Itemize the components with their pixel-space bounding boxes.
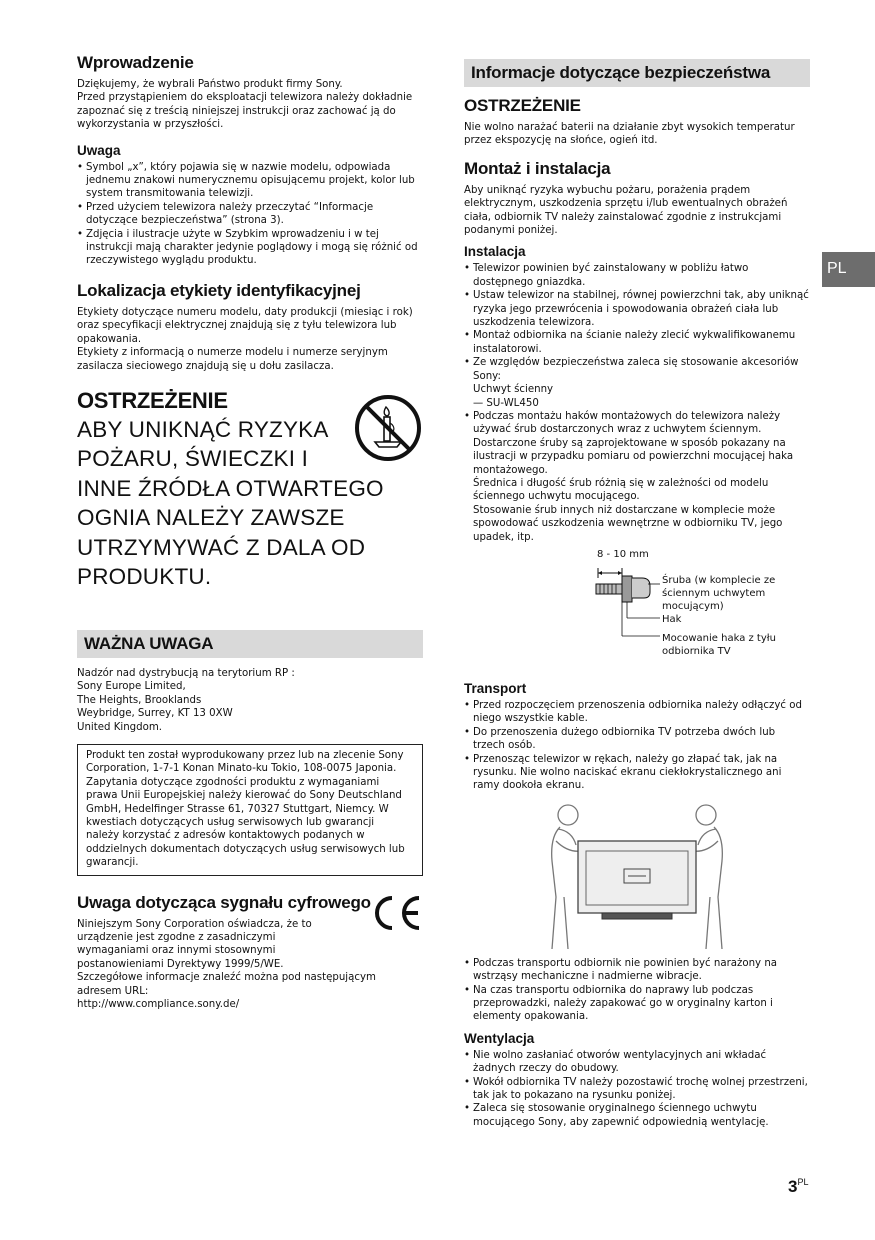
box-line: Zapytania dotyczące zgodności produktu z wymaganiami [86,776,380,788]
list-item: • Podczas transportu odbiornik nie powinien być narażony na wstrząsy mechaniczne i nadmierne wibracje. [464,957,810,984]
intro-line: Przed przystąpieniem do eksploatacji telewizora należy dokładnie [77,92,413,104]
mount-paragraph: Stosowanie śrub innych niż dostarczane w komplecie może spowodować uszkodzenia wewnętrzne w odbiorniku TV, jego upadek, itp. [473,504,783,543]
ce-mark-icon [371,894,423,932]
address-line: Sony Europe Limited, [77,681,186,693]
address-block [77,667,423,734]
box-line: prawa Unii Europejskiej należy kierować do Sony Deutschland [86,790,402,802]
address-line: Weybridge, Surrey, KT 13 0XW [77,708,233,720]
warning-line: INNE ŹRÓDŁA OTWARTEGO [77,475,384,501]
battery-warning-line: Nie wolno narażać baterii na działanie zbyt wysokich temperatur [464,122,795,133]
screw-label-line: mocującym) [662,600,724,612]
list-item: • Podczas montażu haków montażowych do telewizora należy używać śrub dostarczonych wraz z uchwytem ściennym. [464,410,810,437]
uwaga-section [77,142,423,268]
wentylacja-heading: Wentylacja [464,1030,535,1046]
mount-label [662,632,776,658]
mount-paragraph: Średnica i długość śrub różnią się w zależności od modelu ściennego uchwytu mocującego. [473,477,769,503]
list-item: • Symbol „x”, który pojawia się w nazwie modelu, odpowiada jednemu znakowi numerycznemu opisującemu projekt, kolor lub system transmitowania telewizji. [77,161,423,201]
mount-paragraph: Dostarczone śruby są zaprojektowane w sposób pokazany na ilustracji w przypadku pomiaru od powierzchni mocującej haka montażowego. [473,437,794,476]
instalacja-section [464,243,810,544]
mount-label-line: odbiornika TV [662,645,731,657]
battery-warning-line: przez ekspozycję na słońce, ogień itd. [464,135,658,147]
box-line: należy korzystać z adresów kontaktowych podanych w [86,830,365,842]
important-section [77,630,423,876]
wentylacja-section [464,1030,810,1129]
warning-line: PRODUKTU. [77,564,212,590]
list-item: • Wokół odbiornika TV należy pozostawić trochę wolnej przestrzeni, tak jak to pokazano na rysunku poniżej. [464,1076,810,1103]
montaz-line: elektrycznym, uszkodzenia sprzętu i/lub ewentualnych obrażeń [464,198,788,210]
page-number-value: 3 [788,1177,798,1196]
wentylacja-list [464,1049,810,1129]
label-line: Etykiety dotyczące numeru modelu, daty produkcji (miesiąc i rok) [77,306,413,318]
box-line: Produkt ten został wyprodukowany przez lub na zlecenie Sony [86,749,404,761]
warning-line: POŻARU, ŚWIECZKI I [77,446,309,472]
battery-warning-section [464,95,810,148]
label-line: Etykiety z informacją o numerze modelu i numerze seryjnym [77,347,388,359]
uwaga-list [77,161,423,268]
warning-line: UTRZYMYWAĆ Z DALA OD [77,534,366,560]
uwaga-heading: Uwaga [77,142,121,158]
digital-section [77,892,423,1012]
list-item: • Do przenoszenia dużego odbiornika TV potrzeba dwóch lub trzech osób. [464,726,810,753]
warning-line: ABY UNIKNĄĆ RYZYKA [77,416,329,442]
screw-label-line: Śruba (w komplecie ze [662,574,776,586]
list-item: • Ustaw telewizor na stabilnej, równej powierzchni tak, aby uniknąć ryzyka jego przewrócenia i spowodowania obrażeń ciała lub uszkodzenia telewizora. [464,289,810,329]
list-item: • Nie wolno zasłaniać otworów wentylacyjnych ani wkładać żadnych rzeczy do obudowy. [464,1049,810,1076]
list-item: • Ze względów bezpieczeństwa zaleca się stosowanie akcesoriów Sony: [464,356,810,383]
address-line: United Kingdom. [77,721,163,733]
box-line: kwestiach dotyczących usług serwisowych lub gwarancji [86,816,375,828]
digital-line: http://www.compliance.sony.de/ [77,999,240,1011]
warning-title: OSTRZEŻENIE [77,387,228,413]
screw-label-line: ściennym uchwytem [662,587,766,599]
no-candle-icon [353,393,423,463]
important-heading: WAŻNA UWAGA [84,633,214,653]
label-line: zasilacza sieciowego znajdują się u dołu zasilacza. [77,360,334,372]
montaz-line: ciała, odbiornik TV należy zainstalować zgodnie z instrukcjami [464,211,782,223]
list-item: • Telewizor powinien być zainstalowany w pobliżu łatwo dostępnego gniazdka. [464,262,810,289]
mount-label-line: Mocowanie haka z tyłu [662,632,776,644]
transport-section [464,680,810,1024]
digital-line: Niniejszym Sony Corporation oświadcza, że to [77,918,312,930]
list-item: • Zaleca się stosowanie oryginalnego ściennego uchwytu mocującego Sony, aby zapewnić odpowiednią wentylację. [464,1102,810,1129]
screw-diagram [464,548,810,670]
screw-label [662,574,775,613]
label-line: oraz specyfikacji elektrycznej znajdują się z tyłu telewizora lub [77,320,397,332]
intro-line: zapoznać się z treścią niniejszej instrukcji oraz zachować ją do [77,105,396,117]
label-line: opakowania. [77,333,142,345]
intro-section [77,52,423,132]
box-line: gwarancji. [86,857,139,869]
intro-heading: Wprowadzenie [77,53,194,72]
box-line: Corporation, 1-7-1 Konan Minato-ku Tokio, 108-0075 Japonia. [86,763,397,775]
label-section [77,280,423,373]
page-number [788,1177,808,1197]
candle-warning-section [77,387,423,592]
instalacja-list [464,262,810,383]
box-line: GmbH, Hedelfinger Strasse 61, 70327 Stuttgart, Niemcy. W [86,803,389,815]
language-tab-divider [822,286,875,287]
list-item: • Na czas transportu odbiornika do naprawy lub podczas przeprowadzki, należy zapakować go w oryginalny karton i elementy opakowania. [464,984,810,1024]
language-tab: PL [822,252,875,286]
box-line: oddzielnych dokumentach dotyczących usług serwisowych lub [86,843,405,855]
digital-line: adresem URL: [77,985,149,997]
montaz-line: podanymi poniżej. [464,225,558,237]
digital-line: postanowieniami Dyrektywy 1999/5/WE. [77,958,284,970]
list-item: • Przed użyciem telewizora należy przeczytać “Informacje dotyczące bezpieczeństwa” (strona 3). [77,201,423,228]
warning-line: OGNIA NALEŻY ZAWSZE [77,505,345,531]
instalacja-heading: Instalacja [464,244,526,260]
mount-list [464,410,810,437]
list-item: • Przed rozpoczęciem przenoszenia odbiornika należy odłączyć od niego wszystkie kable. [464,699,810,726]
important-heading-bar [77,630,423,658]
battery-warning-heading: OSTRZEŻENIE [464,96,581,115]
address-line: The Heights, Brooklands [77,694,202,706]
screw-hook-illustration [592,560,672,660]
label-heading: Lokalizacja etykiety identyfikacyjnej [77,280,361,300]
list-item: • Montaż odbiornika na ścianie należy zlecić wykwalifikowanemu instalatorowi. [464,329,810,356]
digital-line: Szczegółowe informacje znaleźć można pod następującym [77,972,376,984]
intro-line: wykorzystania w przyszłości. [77,119,224,131]
left-column [77,52,423,1011]
page-number-suffix: PL [797,1177,809,1187]
intro-line: Dziękujemy, że wybrali Państwo produkt firmy Sony. [77,79,343,90]
right-column [464,59,810,1129]
transport-list [464,699,810,793]
digital-line: wymaganiami oraz innymi stosownymi [77,945,276,957]
list-item: • Zdjęcia i ilustracje użyte w Szybkim wprowadzeniu i w tej instrukcji mają charakter jedynie poglądowy i mogą się różnić od rzeczywistego wyglądu produktu. [77,228,423,268]
digital-line: urządzenie jest zgodne z zasadniczymi [77,932,276,943]
tv-carrying-illustration [542,801,732,951]
safety-heading-bar [464,59,810,87]
manufacturer-box [77,744,423,876]
accessory-line: Uchwyt ścienny [473,384,554,396]
dimension-label: 8 - 10 mm [597,548,649,560]
digital-heading: Uwaga dotycząca sygnału cyfrowego [77,892,371,912]
list-item: • Przenosząc telewizor w rękach, należy go złapać tak, jak na rysunku. Nie wolno naciskać ekranu ciekłokrystalicznego ani ramy dookoła ekranu. [464,753,810,793]
safety-section-title: Informacje dotyczące bezpieczeństwa [471,63,771,82]
hook-label: Hak [662,613,682,625]
montaz-section [464,158,810,238]
address-line: Nadzór nad dystrybucją na terytorium RP : [77,667,295,679]
transport-list-after [464,957,810,1024]
montaz-heading: Montaż i instalacja [464,158,611,178]
montaz-line: Aby uniknąć ryzyka wybuchu pożaru, porażenia prądem [464,184,751,196]
accessory-line: — SU-WL450 [473,397,539,409]
transport-heading: Transport [464,680,527,696]
